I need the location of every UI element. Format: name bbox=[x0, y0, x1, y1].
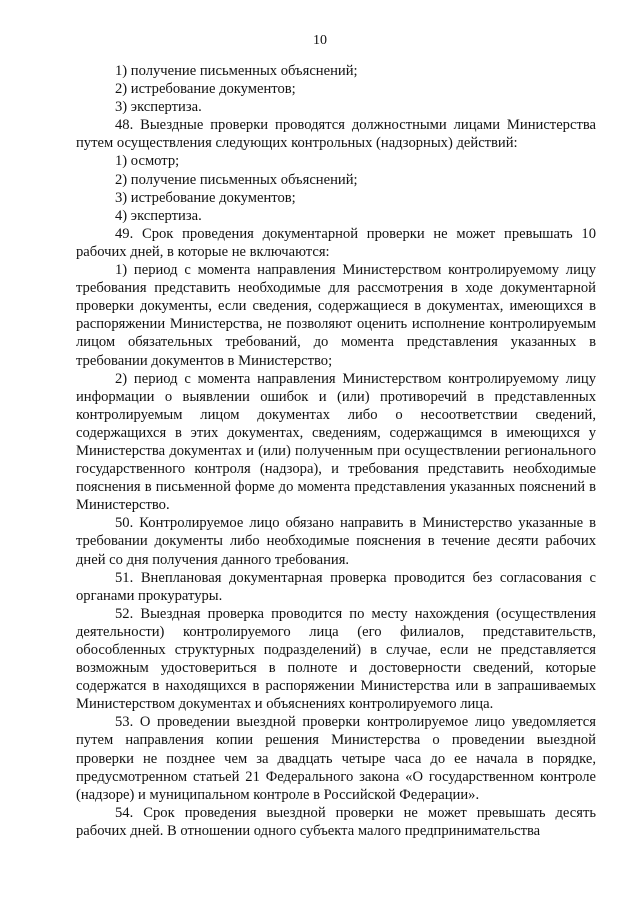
paragraph: 1) осмотр; bbox=[115, 153, 180, 170]
paragraph: 48. Выездные проверки проводятся должностными лицами Министерства путем осуществления следующих контрольных (надзорных) действий: bbox=[76, 117, 596, 152]
paragraph: 3) экспертиза. bbox=[115, 99, 202, 116]
paragraph: 50. Контролируемое лицо обязано направить в Министерство указанные в требовании документы либо необходимые пояснения в течение десяти рабочих дней со дня получения данного требования. bbox=[76, 515, 596, 568]
paragraph: 53. О проведении выездной проверки контролируемое лицо уведомляется путем направления копии решения Министерства о проведении выездной проверки не позднее чем за двадцать четыре часа до ее начала в порядке, предусмотренном статьей 21 Федерального закона «О государственном контроле (надзоре) и муниципальном контроле в Российской Федерации». bbox=[76, 714, 596, 803]
paragraph: 54. Срок проведения выездной проверки не может превышать десять рабочих дней. В отношении одного субъекта малого предпринимательства bbox=[76, 804, 596, 839]
page-number: 10 bbox=[313, 33, 327, 48]
paragraph: 2) истребование документов; bbox=[115, 81, 296, 98]
paragraph: 49. Срок проведения документарной проверки не может превышать 10 рабочих дней, в которые не включаются: bbox=[76, 225, 596, 260]
paragraph: 2) получение письменных объяснений; bbox=[115, 171, 358, 188]
paragraph: 1) получение письменных объяснений; bbox=[115, 63, 358, 79]
paragraph: 2) период с момента направления Министерством контролируемому лицу информации о выявлении ошибок и (или) противоречий в представленных контролируемым лицом документах либо о несоответствии сведений, содержащихся в этих документах, сведениям, содержащимся в имеющихся у Министерства документах и (или) полученным при осуществлении регионального государственного контроля (надзора), и требования представить необходимые пояснения в письменной форме до момента представления указанных пояснений в Министерство. bbox=[76, 370, 596, 514]
paragraph: 51. Внеплановая документарная проверка проводится без согласования с органами прокуратуры. bbox=[76, 569, 596, 604]
document-body bbox=[76, 62, 596, 840]
paragraph: 1) период с момента направления Министерством контролируемому лицу требования представить необходимые для рассмотрения в ходе документарной проверки документы, если сведения, содержащиеся в документах, имеющихся в распоряжении Министерства, не позволяют оценить исполнение контролируемым лицом обязательных требований, до момента представления указанных в требовании документов в Министерство; bbox=[76, 262, 596, 369]
paragraph: 4) экспертиза. bbox=[115, 207, 202, 224]
paragraph: 3) истребование документов; bbox=[115, 189, 296, 206]
paragraph: 52. Выездная проверка проводится по месту нахождения (осуществления деятельности) контролируемого лица (его филиалов, представительств, обособленных структурных подразделений) в случае, если не представляется возможным удостовериться в полноте и достоверности сведений, которые содержатся в находящихся в распоряжении Министерства или в запрашиваемых Министерством документах и объяснениях контролируемого лица. bbox=[76, 605, 596, 713]
